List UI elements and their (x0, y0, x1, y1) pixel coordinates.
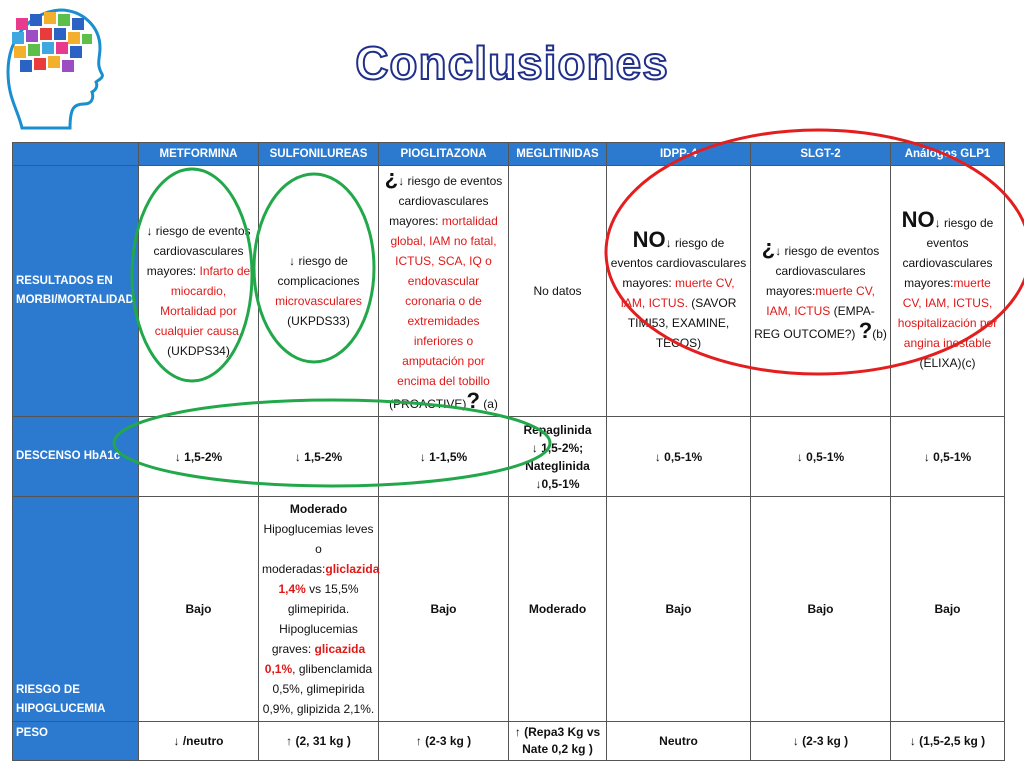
cell-resultados-idpp4: NO↓ riesgo de eventos cardiovasculares mayores: muerte CV, IAM, ICTUS. (SAVOR TIMI53, EXAMINE, TECOS) (607, 166, 751, 417)
cell-peso-idpp4: Neutro (607, 722, 751, 761)
cell-resultados-sulfonilureas: ↓ riesgo de complicaciones microvasculares (UKPDS33) (259, 166, 379, 417)
page-title: Conclusiones (355, 37, 669, 89)
cell-hipo-meglitinidas: Moderado (509, 497, 607, 722)
table-header-row (13, 143, 1005, 166)
row-label-hipo: RIESGO DE HIPOGLUCEMIA (13, 497, 139, 722)
table-row-peso (13, 722, 1005, 761)
cell-hipo-pioglitazona: Bajo (379, 497, 509, 722)
cell-hba1c-idpp4: ↓ 0,5-1% (607, 417, 751, 497)
comparison-table (12, 142, 1005, 761)
cell-resultados-pioglitazona: ¿↓ riesgo de eventos cardiovasculares mayores: mortalidad global, IAM no fatal, ICTUS, SCA, IQ o endovascular coronaria o de extremidades inferiores o amputación por encima del tobillo (PROACTIVE)? (a) (379, 166, 509, 417)
table-row-hba1c (13, 417, 1005, 497)
cell-peso-sulfonilureas: ↑ (2, 31 kg ) (259, 722, 379, 761)
table-row-resultados (13, 166, 1005, 417)
header-metformina: METFORMINA (139, 143, 259, 166)
cell-peso-glp1: ↓ (1,5-2,5 kg ) (891, 722, 1005, 761)
cell-resultados-glp1: NO↓ riesgo de eventos cardiovasculares mayores:muerte CV, IAM, ICTUS, hospitalización por angina inestable (ELIXA)(c) (891, 166, 1005, 417)
cell-hba1c-glp1: ↓ 0,5-1% (891, 417, 1005, 497)
cell-resultados-meglitinidas: No datos (509, 166, 607, 417)
row-label-resultados: RESULTADOS EN MORBI/MORTALIDAD (13, 166, 139, 417)
cell-hipo-slgt2: Bajo (751, 497, 891, 722)
cell-hba1c-pioglitazona: ↓ 1-1,5% (379, 417, 509, 497)
cell-hipo-idpp4: Bajo (607, 497, 751, 722)
table-row-hipo (13, 497, 1005, 722)
header-pioglitazona: PIOGLITAZONA (379, 143, 509, 166)
header-corner (13, 143, 139, 166)
cell-resultados-metformina: ↓ riesgo de eventos cardiovasculares mayores: Infarto de miocardio, Mortalidad por cualquier causa. (UKDPS34) (139, 166, 259, 417)
cell-hba1c-metformina: ↓ 1,5-2% (139, 417, 259, 497)
cell-hipo-metformina: Bajo (139, 497, 259, 722)
row-label-peso: PESO (13, 722, 139, 761)
cell-peso-pioglitazona: ↑ (2-3 kg ) (379, 722, 509, 761)
header-idpp4: IDPP-4 (607, 143, 751, 166)
cell-resultados-slgt2: ¿↓ riesgo de eventos cardiovasculares mayores:muerte CV, IAM, ICTUS (EMPA-REG OUTCOME?) ?(b) (751, 166, 891, 417)
cell-peso-slgt2: ↓ (2-3 kg ) (751, 722, 891, 761)
cell-hba1c-meglitinidas: Repaglinida ↓ 1,5-2%; Nateglinida ↓0,5-1% (509, 417, 607, 497)
cell-hipo-glp1: Bajo (891, 497, 1005, 722)
header-sulfonilureas: SULFONILUREAS (259, 143, 379, 166)
cell-peso-metformina: ↓ /neutro (139, 722, 259, 761)
row-label-hba1c: DESCENSO HbA1c (13, 417, 139, 497)
cell-hipo-sulfonilureas: Moderado Hipoglucemias leves o moderadas:gliclazida 1,4% vs 15,5% glimepirida. Hipoglucemias graves: glicazida 0,1%, glibenclamida 0,5%, glimepirida 0,9%, glipizida 2,1%. (259, 497, 379, 722)
cell-hba1c-sulfonilureas: ↓ 1,5-2% (259, 417, 379, 497)
header-slgt2: SLGT-2 (751, 143, 891, 166)
header-glp1: Análogos GLP1 (891, 143, 1005, 166)
cell-peso-meglitinidas: ↑ (Repa3 Kg vs Nate 0,2 kg ) (509, 722, 607, 761)
header-meglitinidas: MEGLITINIDAS (509, 143, 607, 166)
cell-hba1c-slgt2: ↓ 0,5-1% (751, 417, 891, 497)
